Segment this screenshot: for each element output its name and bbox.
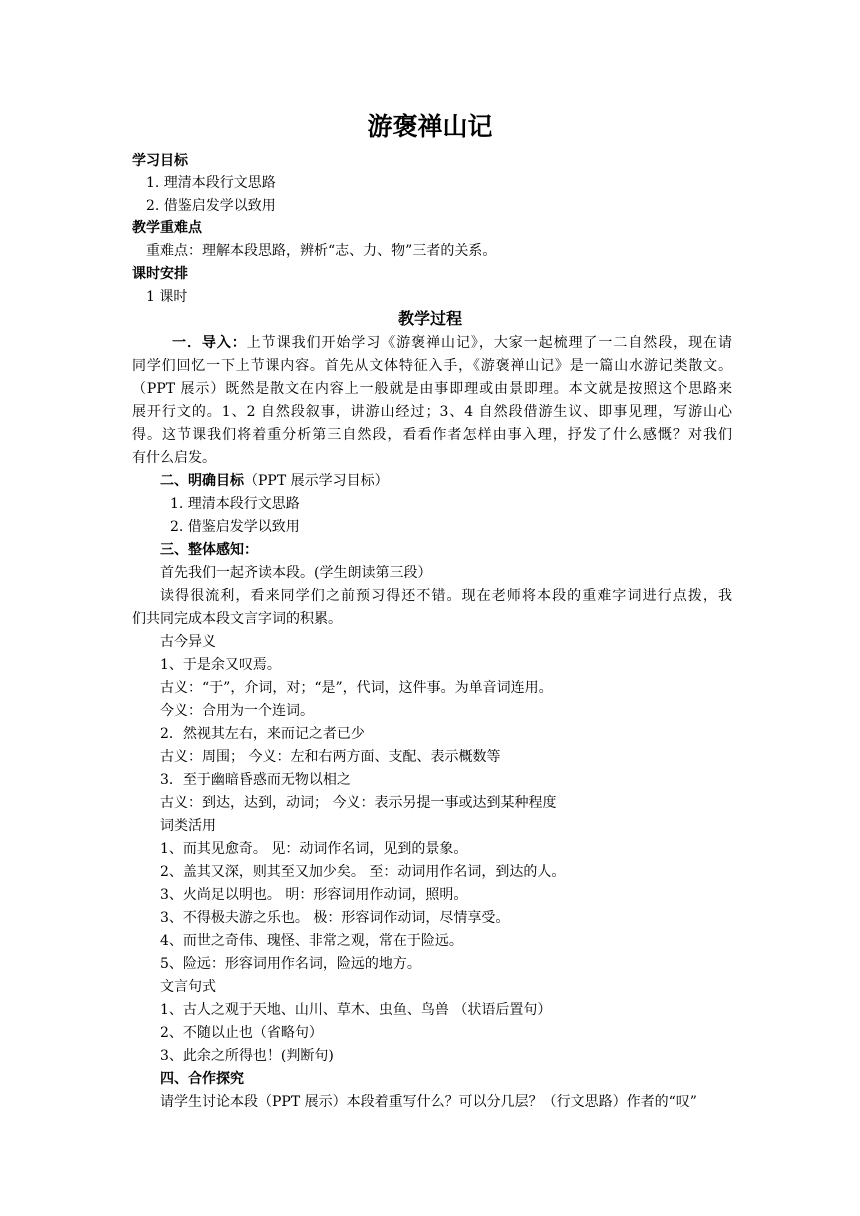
learning-goal-item: 2. 借鉴启发学以致用 [146,198,276,214]
intro-line: 同学们回忆一下上节课内容。首先从文体特征入手，《游褒禅山记》是一篇山水游记类散文。 [132,358,732,374]
intro-text: 上节课我们开始学习《游褒禅山记》，大家一起梳理了一二自然段，现在请 [246,335,733,351]
jushi-heading: 文言句式 [160,979,216,995]
schedule-text: 1 课时 [146,289,188,305]
jushi-line: 3、此余之所得也！(判断句) [160,1048,334,1064]
cilei-line: 5、险远：形容词用作名词，险远的地方。 [160,956,421,972]
perception-line [132,585,732,607]
gujin-line: 今义：合用为一个连词。 [160,703,314,719]
cilei-line: 2、盖其又深，则其至又加少矣。 至：动词用作名词，到达的人。 [160,864,566,880]
intro-line: 有什么启发。 [132,450,216,466]
cilei-line: 3、不得极夫游之乐也。 极：形容词作动词，尽情享受。 [160,910,510,926]
perception-line: 们共同完成本段文言字词的积累。 [132,611,342,627]
goals-section-note: （PPT 展示学习目标） [244,473,389,489]
gujin-line: 2．然视其左右，来而记之者已少 [160,726,365,742]
jushi-line: 1、古人之观于天地、山川、草木、虫鱼、鸟兽 （状语后置句） [160,1002,552,1018]
gujin-line: 古义：“于”，介词，对；“是”，代词，这件事。为单音词连用。 [160,680,553,696]
perception-text: 读得很流利，看来同学们之前预习得还不错。现在老师将本段的重难字词进行点拨，我 [160,588,732,604]
gujin-heading: 古今异义 [160,634,216,650]
gujin-line: 1、于是余又叹焉。 [160,657,281,673]
goals-section-item: 2. 借鉴启发学以致用 [170,519,300,535]
intro-line: 得。这节课我们将着重分析第三自然段，看看作者怎样由事入理，抒发了什么感慨？对我们 [132,427,732,443]
intro-line [132,332,732,354]
gujin-line: 古义：周围； 今义：左和右两方面、支配、表示概数等 [160,749,501,765]
gujin-line: 古义：到达，达到，动词； 今义：表示另提一事或达到某种程度 [160,795,557,811]
cilei-heading: 词类活用 [160,818,216,834]
goals-section-line [160,470,389,492]
document-title: 游褒禅山记 [367,112,493,141]
process-heading: 教学过程 [397,309,462,328]
key-points-text: 重难点：理解本段思路，辨析“志、力、物”三者的关系。 [146,243,497,259]
cilei-line: 4、而世之奇伟、瑰怪、非常之观，常在于险远。 [160,933,463,949]
intro-line: 展开行文的。1、2 自然段叙事，讲游山经过；3、4 自然段借游生议、即事见理，写游山心 [132,404,732,420]
gujin-line: 3．至于幽暗昏惑而无物以相之 [160,772,351,788]
goals-section-label: 二、明确目标 [160,473,244,489]
cilei-line: 3、火尚足以明也。 明：形容词用作动词，照明。 [160,887,468,903]
cooperate-line: 请学生讨论本段（PPT 展示）本段着重写什么？可以分几层？（行文思路）作者的“叹” [160,1094,697,1110]
learning-goals-heading: 学习目标 [132,153,188,169]
goals-section-item: 1. 理清本段行文思路 [170,496,300,512]
perception-line: 首先我们一起齐读本段。(学生朗读第三段） [160,565,432,581]
key-points-heading: 教学重难点 [132,220,202,236]
intro-label: 一．导入： [172,335,247,351]
schedule-heading: 课时安排 [132,266,188,282]
jushi-line: 2、不随以止也（省略句） [160,1025,323,1041]
cooperate-label: 四、合作探究 [160,1071,244,1087]
cilei-line: 1、而其见愈奇。 见：动词作名词，见到的景象。 [160,841,468,857]
perception-label: 三、整体感知： [160,542,258,558]
learning-goal-item: 1. 理清本段行文思路 [146,175,276,191]
intro-line: （PPT 展示）既然是散文在内容上一般就是由事即理或由景即理。本文就是按照这个思路来 [132,381,732,397]
